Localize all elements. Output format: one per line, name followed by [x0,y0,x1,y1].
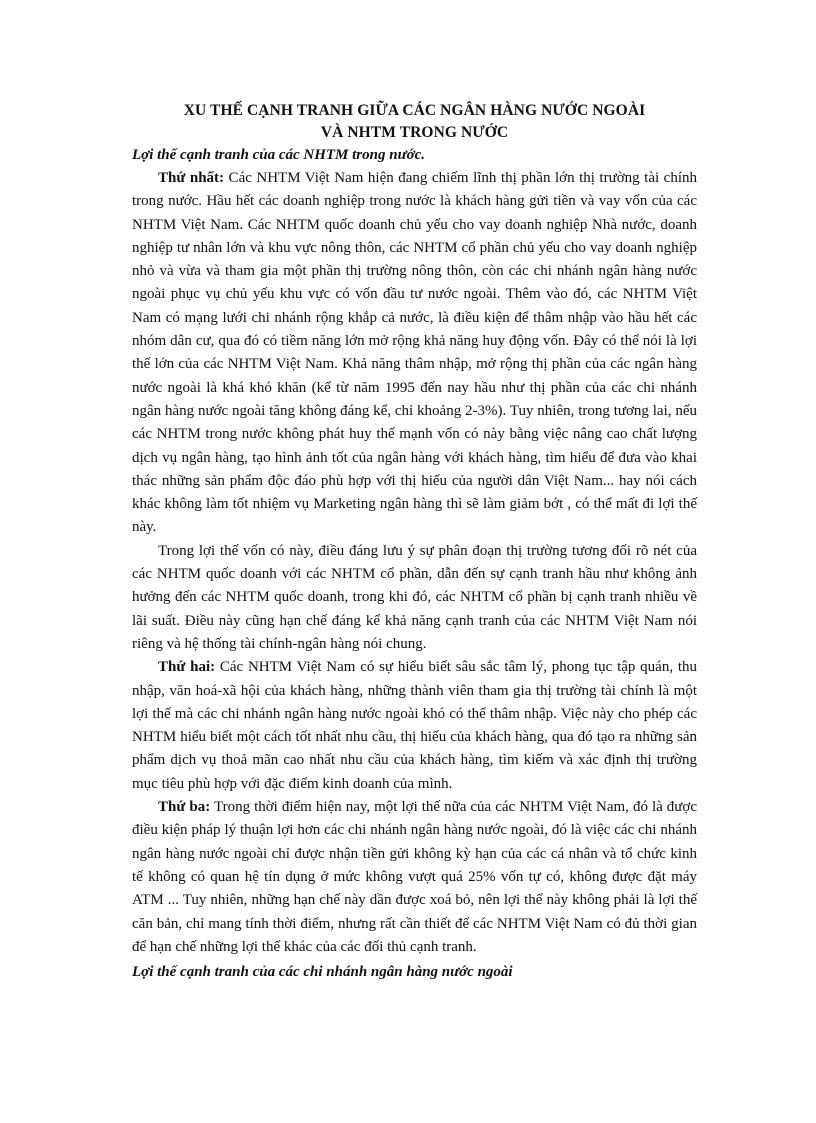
paragraph-body-second: Các NHTM Việt Nam có sự hiểu biết sâu sắc tâm lý, phong tục tập quán, thu nhập, văn hoá-xã hội của khách hàng, những thành viên tham gia thị trường tài chính là một lợi thế mà các chi nhánh ngân hàng nước ngoài khó có thể thâm nhập. Việc này cho phép các NHTM hiểu biết một cách tốt nhất nhu cầu, thị hiếu của khách hàng, qua đó tạo ra những sản phẩm dịch vụ thoả mãn cao nhất nhu cầu của khách hàng, tìm kiếm và xác định thị trường mục tiêu phù hợp với đặc điểm kinh doanh của mình. [132,659,698,792]
paragraph-body-first: Các NHTM Việt Nam hiện đang chiếm lĩnh thị phần lớn thị trường tài chính trong nước. Hầu hết các doanh nghiệp trong nước là khách hàng gửi tiền và vay vốn của các NHTM Việt Nam. Các NHTM quốc doanh chủ yếu cho vay doanh nghiệp Nhà nước, doanh nghiệp tư nhân lớn và khu vực nông thôn, các NHTM cổ phần chủ yếu cho vay doanh nghiệp nhỏ và vừa và tham gia một phần thị trường nông thôn, còn các chi nhánh ngân hàng nước ngoài phục vụ chủ yếu khu vực có vốn đầu tư nước ngoài. Thêm vào đó, các NHTM Việt Nam có mạng lưới chi nhánh rộng khắp cả nước, là điều kiện để thâm nhập vào hầu hết các nhóm dân cư, qua đó có tiềm năng lớn mở rộng khả năng huy động vốn. Đây có thể nói là lợi thế lớn của các NHTM Việt Nam. Khả năng thâm nhập, mở rộng thị phần của các ngân hàng nước ngoài là khá khó khăn (kể từ năm 1995 đến nay hầu như thị phần của các chi nhánh ngân hàng nước ngoài tăng không đáng kể, chỉ khoảng 2-3%). Tuy nhiên, trong tương lai, nếu các NHTM trong nước không phát huy thế mạnh vốn có này bằng việc nâng cao chất lượng dịch vụ ngân hàng, tạo hình ảnh tốt của ngân hàng với khách hàng, tìm hiểu để đưa vào khai thác những sản phẩm độc đáo phù hợp với thị hiếu của người dân Việt Nam... hay nói cách khác không làm tốt nhiệm vụ Marketing ngân hàng thì sẽ làm giảm bớt , có thể mất đi lợi thế này. [132,170,698,536]
document-page [132,100,697,984]
paragraph-first-advantage [132,167,697,540]
paragraph-lead-third: Thứ ba: [158,799,211,816]
section-heading-foreign: Lợi thế cạnh tranh của các chi nhánh ngân hàng nước ngoài [132,964,513,981]
paragraph-lead-first: Thứ nhất: [158,170,225,186]
title-line-1: XU THẾ CẠNH TRANH GIỮA CÁC NGÂN HÀNG NƯỚC NGOÀI [183,102,646,119]
paragraph-third-advantage [132,796,697,959]
paragraph-lead-second: Thứ hai: [158,659,216,676]
title-line-2: VÀ NHTM TRONG NƯỚC [320,124,509,141]
document-title [132,100,697,144]
paragraph-market-segmentation: Trong lợi thế vốn có này, điều đáng lưu ý sự phân đoạn thị trường tương đối rõ nét của các NHTM quốc doanh với các NHTM cổ phần, dẫn đến sự cạnh tranh hầu như không ảnh hưởng đến các NHTM quốc doanh, trong khi đó, các NHTM cổ phần bị cạnh tranh nhiều về lãi suất. Điều này cũng hạn chế đáng kể khả năng cạnh tranh của các NHTM Việt Nam nói riêng và hệ thống tài chính-ngân hàng nói chung. [132,542,697,652]
paragraph-second-advantage [132,656,697,796]
paragraph-body-third: Trong thời điểm hiện nay, một lợi thế nữa của các NHTM Việt Nam, đó là được điều kiện pháp lý thuận lợi hơn các chi nhánh ngân hàng nước ngoài, đó là việc các chi nhánh ngân hàng nước ngoài chỉ được nhận tiền gửi không kỳ hạn của các cá nhân và tổ chức kinh tế không có quan hệ tín dụng ở mức không vượt quá 25% vốn tự có, không được đặt máy ATM ... Tuy nhiên, những hạn chế này dần được xoá bỏ, nên lợi thế này không phải là lợi thế căn bản, chỉ mang tính thời điểm, nhưng rất cần thiết để các NHTM Việt Nam có đủ thời gian để hạn chế những lợi thế khác của các đối thủ cạnh tranh. [132,799,698,955]
section-heading-domestic: Lợi thế cạnh tranh của các NHTM trong nước. [132,147,426,163]
